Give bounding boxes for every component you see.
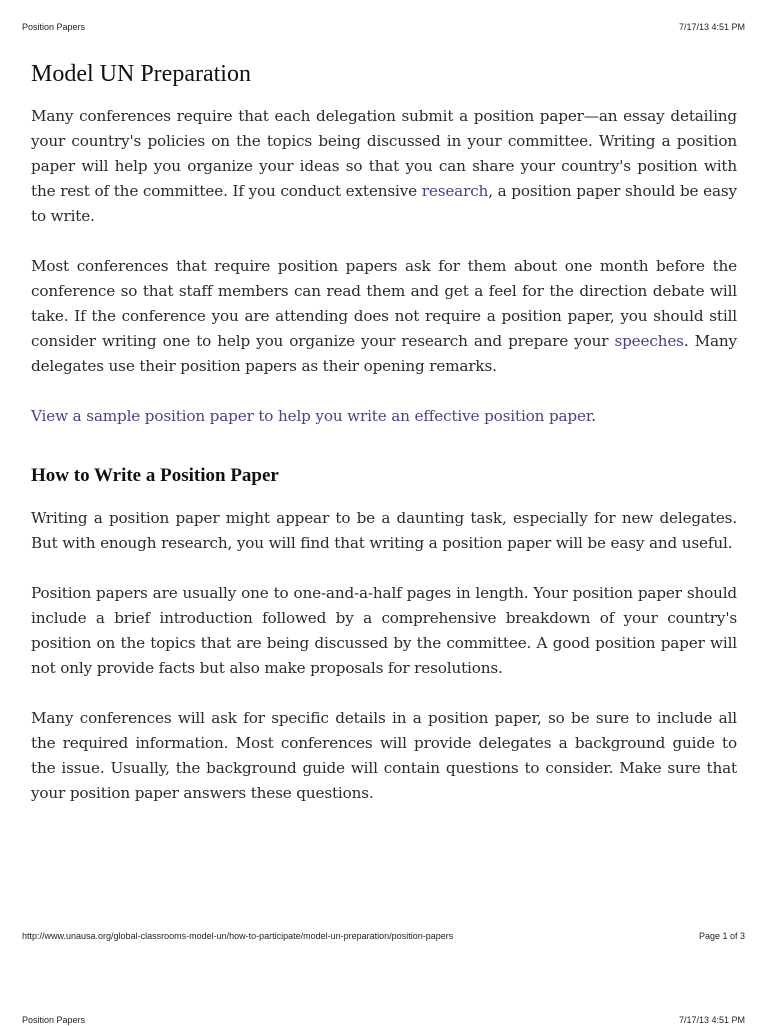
paragraph-deadlines (31, 254, 737, 379)
speeches-link[interactable]: speeches (614, 332, 684, 350)
sample-link-period: . (591, 407, 596, 425)
print-header-timestamp: 7/17/13 4:51 PM (678, 22, 745, 32)
article-content (31, 58, 737, 806)
paragraph-deadlines-text-end: . Many delegates use their position papers as their opening remarks. (31, 332, 737, 375)
print-footer (22, 930, 745, 942)
paragraph-daunting-task: Writing a position paper might appear to be a daunting task, especially for new delegates. But with enough research, you will find that writing a position paper will be easy and useful. (31, 509, 737, 552)
paragraph-sample-link (31, 404, 737, 429)
paragraph-intro-text-end: , a position paper should be easy to write. (31, 182, 737, 225)
next-page-header-timestamp: 7/17/13 4:51 PM (678, 1015, 745, 1025)
paragraph-intro (31, 104, 737, 229)
paragraph-deadlines-text-start: Most conferences that require position papers ask for them about one month before the conference so that staff members can read them and get a feel for the direction debate will take. If the conference you are attending does not require a position paper, you should still consider writing one to help you organize your research and prepare your (31, 257, 737, 350)
section-heading-how-to-write: How to Write a Position Paper (31, 465, 279, 486)
paragraph-intro-text-start: Many conferences require that each delegation submit a position paper—an essay detailing your country's policies on the topics being discussed in your committee. Writing a position paper will help you organize your ideas so that you can share your country's position with the rest of the committee. If you conduct extensive (31, 107, 737, 200)
paragraph-required-details: Many conferences will ask for specific details in a position paper, so be sure to include all the required information. Most conferences will provide delegates a background guide to the issue. Usually, the background guide will contain questions to consider. Make sure that your position paper answers these questions. (31, 709, 737, 802)
research-link[interactable]: research (421, 182, 489, 200)
print-header (22, 21, 745, 33)
paragraph-length: Position papers are usually one to one-and-a-half pages in length. Your position paper should include a brief introduction followed by a comprehensive breakdown of your country's position on the topics that are being discussed by the committee. A good position paper will not only provide facts but also make proposals for resolutions. (31, 584, 737, 677)
sample-position-paper-link[interactable]: View a sample position paper to help you write an effective position paper (31, 407, 592, 425)
page-title: Model UN Preparation (31, 61, 251, 87)
print-footer-page-number: Page 1 of 3 (698, 931, 745, 941)
next-page-header-title: Position Papers (22, 1015, 86, 1025)
next-page-header (22, 1014, 745, 1026)
print-header-title: Position Papers (22, 22, 86, 32)
print-footer-url: http://www.unausa.org/global-classrooms-model-un/how-to-participate/model-un-preparation/position-papers (22, 931, 454, 941)
